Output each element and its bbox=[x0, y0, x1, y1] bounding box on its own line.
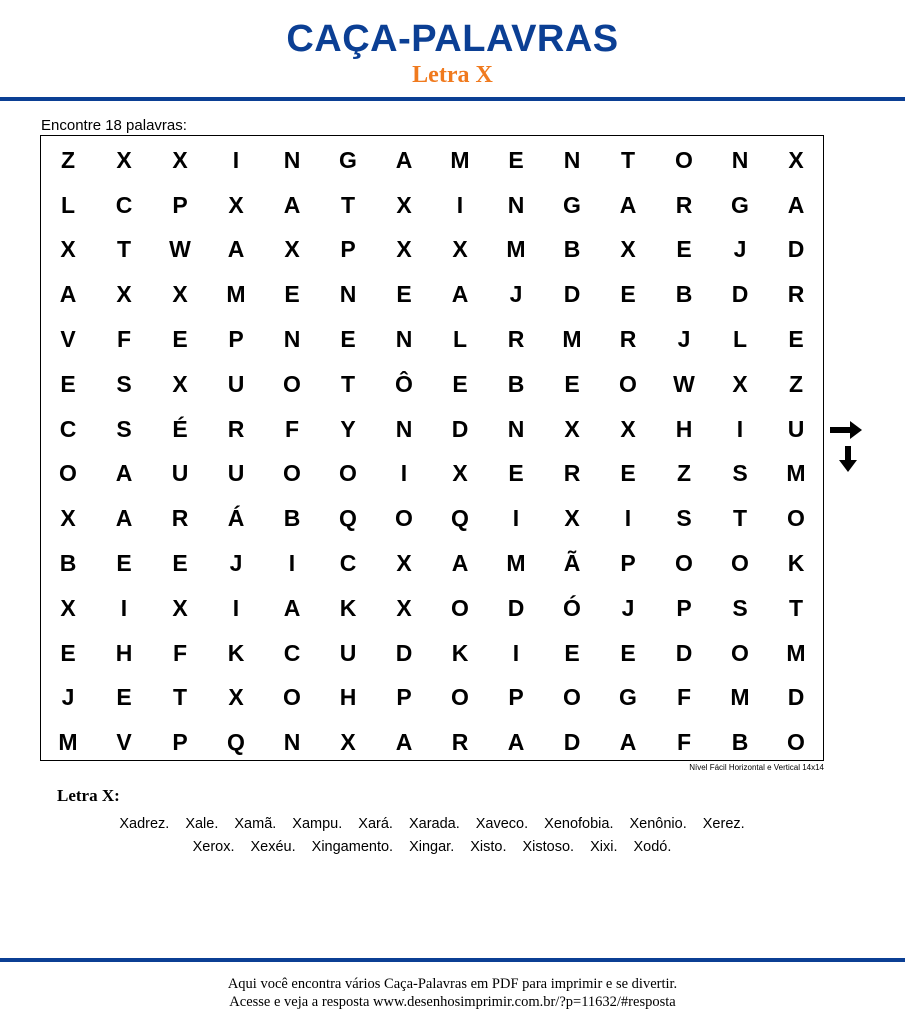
grid-cell: W bbox=[673, 370, 695, 397]
grid-cell: J bbox=[733, 236, 747, 263]
grid-cell: X bbox=[116, 281, 132, 308]
grid-cell: P bbox=[228, 326, 244, 353]
grid-cell: E bbox=[116, 684, 132, 711]
grid-cell: I bbox=[232, 594, 240, 621]
grid-cell: F bbox=[676, 729, 692, 756]
grid-cell: E bbox=[396, 281, 412, 308]
grid-cell: Á bbox=[227, 505, 245, 532]
grid-cell: T bbox=[620, 146, 636, 173]
grid-cell: U bbox=[227, 370, 245, 397]
grid-cell: N bbox=[339, 281, 357, 308]
grid-cell: X bbox=[396, 191, 412, 218]
word-list-item: Xadrez. bbox=[119, 816, 170, 832]
grid-cell: D bbox=[451, 415, 469, 442]
footer-line-2: Acesse e veja a resposta www.desenhosimprimir.com.br/?p=11632/#resposta bbox=[229, 994, 676, 1010]
word-list-item: Xerox. bbox=[192, 839, 235, 855]
grid-cell: É bbox=[172, 415, 188, 442]
grid-cell: T bbox=[340, 191, 356, 218]
grid-cell: I bbox=[120, 594, 128, 621]
grid-cell: G bbox=[563, 191, 581, 218]
grid-cell: F bbox=[676, 684, 692, 711]
grid-cell: X bbox=[620, 415, 636, 442]
grid-cell: O bbox=[395, 505, 413, 532]
grid-cell: Q bbox=[227, 729, 245, 756]
grid-cell: A bbox=[395, 729, 413, 756]
word-list-item: Xerez. bbox=[702, 816, 745, 832]
grid-cell: F bbox=[116, 326, 132, 353]
grid-cell: A bbox=[283, 191, 301, 218]
grid-cell: I bbox=[736, 415, 744, 442]
grid-cell: T bbox=[172, 684, 188, 711]
grid-cell: T bbox=[340, 370, 356, 397]
grid-cell: Z bbox=[788, 370, 804, 397]
grid-cell: U bbox=[227, 460, 245, 487]
grid-cell: J bbox=[677, 326, 691, 353]
grid-cell: X bbox=[396, 550, 412, 577]
word-list-item: Xampu. bbox=[292, 816, 343, 832]
grid-cell: X bbox=[172, 146, 188, 173]
grid-cell: A bbox=[115, 460, 133, 487]
word-list-item: Xistoso. bbox=[522, 839, 575, 855]
grid-cell: O bbox=[59, 460, 77, 487]
grid-cell: X bbox=[172, 370, 188, 397]
grid-cell: D bbox=[563, 729, 581, 756]
grid-cell: A bbox=[451, 281, 469, 308]
grid-cell: I bbox=[456, 191, 464, 218]
grid-cell: J bbox=[621, 594, 635, 621]
grid-cell: P bbox=[396, 684, 412, 711]
grid-cell: U bbox=[787, 415, 805, 442]
grid-cell: S bbox=[116, 370, 132, 397]
grid-cell: X bbox=[732, 370, 748, 397]
grid-cell: R bbox=[619, 326, 637, 353]
grid-cell: B bbox=[563, 236, 581, 263]
grid-cell: M bbox=[58, 729, 78, 756]
grid-cell: A bbox=[507, 729, 525, 756]
grid-cell: B bbox=[59, 550, 77, 577]
grid-cell: R bbox=[171, 505, 189, 532]
grid-cell: A bbox=[227, 236, 245, 263]
word-list-item: Xingar. bbox=[409, 839, 455, 855]
grid-cell: D bbox=[507, 594, 525, 621]
grid-cell: A bbox=[619, 729, 637, 756]
grid-cell: K bbox=[787, 550, 805, 577]
grid-cell: B bbox=[731, 729, 749, 756]
grid-cell: V bbox=[116, 729, 132, 756]
grid-cell: G bbox=[339, 146, 357, 173]
page-subtitle: Letra X bbox=[412, 62, 493, 88]
grid-cell: T bbox=[732, 505, 748, 532]
bottom-divider bbox=[0, 958, 905, 962]
arrow-right-icon bbox=[830, 421, 862, 439]
grid-cell: N bbox=[563, 146, 581, 173]
grid-cell: Q bbox=[451, 505, 469, 532]
grid-cell: S bbox=[732, 460, 748, 487]
grid-cell: I bbox=[400, 460, 408, 487]
grid-cell: K bbox=[339, 594, 357, 621]
grid-cell: O bbox=[675, 146, 693, 173]
grid-cell: Ô bbox=[395, 370, 413, 397]
grid-cell: M bbox=[450, 146, 470, 173]
grid-cell: Q bbox=[339, 505, 357, 532]
grid-cell: X bbox=[228, 191, 244, 218]
grid-cell: P bbox=[340, 236, 356, 263]
grid-cell: X bbox=[172, 594, 188, 621]
grid-cell: O bbox=[675, 550, 693, 577]
grid-cell: L bbox=[452, 326, 468, 353]
grid-cell: N bbox=[507, 191, 525, 218]
grid-cell: G bbox=[731, 191, 749, 218]
grid-cell: J bbox=[61, 684, 75, 711]
grid-cell: E bbox=[620, 281, 636, 308]
grid-cell: A bbox=[59, 281, 77, 308]
grid-cell: A bbox=[787, 191, 805, 218]
word-list-row-1 bbox=[40, 816, 824, 832]
grid-cell: R bbox=[787, 281, 805, 308]
page-title: CAÇA-PALAVRAS bbox=[286, 18, 619, 60]
grid-cell: R bbox=[507, 326, 525, 353]
grid-cell: L bbox=[732, 326, 748, 353]
grid-cell: X bbox=[60, 594, 76, 621]
grid-cell: O bbox=[283, 370, 301, 397]
grid-cell: M bbox=[226, 281, 246, 308]
word-list-item: Xarada. bbox=[408, 816, 460, 832]
grid-cell: E bbox=[116, 550, 132, 577]
grid-cell: P bbox=[172, 191, 188, 218]
grid-cell: H bbox=[115, 639, 133, 666]
grid-cell: E bbox=[620, 639, 636, 666]
grid-cell: X bbox=[116, 146, 132, 173]
grid-cell: M bbox=[786, 460, 806, 487]
word-list-item: Xodó. bbox=[633, 839, 672, 855]
grid-cell: N bbox=[395, 326, 413, 353]
grid-cell: R bbox=[451, 729, 469, 756]
grid-cell: J bbox=[229, 550, 243, 577]
word-list-item: Xaveco. bbox=[475, 816, 529, 832]
grid-cell: P bbox=[676, 594, 692, 621]
grid-cell: X bbox=[172, 281, 188, 308]
grid-cell: M bbox=[730, 684, 750, 711]
word-list-item: Xenofobia. bbox=[544, 816, 614, 832]
grid-cell: O bbox=[563, 684, 581, 711]
grid-cell: T bbox=[788, 594, 804, 621]
grid-cell: D bbox=[675, 639, 693, 666]
grid-cell: A bbox=[115, 505, 133, 532]
grid-cell: M bbox=[786, 639, 806, 666]
grid-cell: P bbox=[620, 550, 636, 577]
grid-cell: N bbox=[283, 146, 301, 173]
grid-cell: E bbox=[60, 639, 76, 666]
grid-cell: I bbox=[512, 505, 520, 532]
grid-cell: F bbox=[284, 415, 300, 442]
grid-cell: O bbox=[451, 594, 469, 621]
grid-cell: O bbox=[731, 550, 749, 577]
grid-cell: A bbox=[619, 191, 637, 218]
grid-cell: M bbox=[506, 236, 526, 263]
grid-cell: N bbox=[395, 415, 413, 442]
word-list-item: Xisto. bbox=[470, 839, 507, 855]
grid-cell: E bbox=[172, 326, 188, 353]
grid-cell: O bbox=[283, 460, 301, 487]
grid-cell: E bbox=[508, 146, 524, 173]
grid-cell: X bbox=[284, 236, 300, 263]
grid-cell: E bbox=[508, 460, 524, 487]
grid-cell: O bbox=[787, 505, 805, 532]
grid-cell: T bbox=[116, 236, 132, 263]
grid-cell: P bbox=[508, 684, 524, 711]
word-list-item: Xixi. bbox=[590, 839, 618, 855]
grid-cell: Z bbox=[60, 146, 76, 173]
grid-cell: Z bbox=[676, 460, 692, 487]
grid-cell: X bbox=[788, 146, 804, 173]
grid-cell: X bbox=[396, 236, 412, 263]
arrow-down-icon bbox=[839, 446, 857, 472]
grid-cell: U bbox=[339, 639, 357, 666]
word-list-row-2 bbox=[40, 839, 824, 855]
grid-cell: D bbox=[787, 236, 805, 263]
grid-cell: I bbox=[288, 550, 296, 577]
grid-cell: H bbox=[675, 415, 693, 442]
grid-cell: X bbox=[452, 460, 468, 487]
grid-cell: H bbox=[339, 684, 357, 711]
grid-cell: D bbox=[395, 639, 413, 666]
word-list-item: Xará. bbox=[358, 816, 393, 832]
grid-cell: R bbox=[227, 415, 245, 442]
grid-cell: M bbox=[506, 550, 526, 577]
grid-cell: R bbox=[563, 460, 581, 487]
grid-cell: C bbox=[283, 639, 301, 666]
grid-cell: O bbox=[731, 639, 749, 666]
grid-cell: O bbox=[787, 729, 805, 756]
grid-cell: A bbox=[395, 146, 413, 173]
grid-cell: E bbox=[284, 281, 300, 308]
grid-cell: X bbox=[564, 505, 580, 532]
grid-cell: C bbox=[59, 415, 77, 442]
grid-cell: L bbox=[60, 191, 76, 218]
grid-cell: I bbox=[232, 146, 240, 173]
grid-cell: E bbox=[340, 326, 356, 353]
grid-cell: E bbox=[564, 370, 580, 397]
grid-cell: O bbox=[283, 684, 301, 711]
grid-cell: N bbox=[283, 729, 301, 756]
grid-cell: O bbox=[339, 460, 357, 487]
grid-cell: Ã bbox=[563, 550, 581, 577]
grid-cell: E bbox=[452, 370, 468, 397]
grid-cell: F bbox=[172, 639, 188, 666]
grid-cell: E bbox=[172, 550, 188, 577]
grid-cell: S bbox=[732, 594, 748, 621]
grid-cell: D bbox=[563, 281, 581, 308]
grid-cell: B bbox=[283, 505, 301, 532]
grid-cell: X bbox=[452, 236, 468, 263]
grid-cell: I bbox=[512, 639, 520, 666]
grid-cell: E bbox=[564, 639, 580, 666]
grid-cell: K bbox=[227, 639, 245, 666]
grid-cell: C bbox=[339, 550, 357, 577]
grid-cell: V bbox=[60, 326, 76, 353]
word-list-item: Xingamento. bbox=[311, 839, 394, 855]
grid-cell: N bbox=[283, 326, 301, 353]
level-note: Nível Fácil Horizontal e Vertical 14x14 bbox=[689, 763, 824, 772]
grid-cell: M bbox=[562, 326, 582, 353]
grid-cell: E bbox=[60, 370, 76, 397]
top-divider bbox=[0, 97, 905, 101]
grid-cell: N bbox=[507, 415, 525, 442]
grid-cell: X bbox=[60, 236, 76, 263]
direction-arrows bbox=[828, 418, 868, 478]
grid-cell: X bbox=[620, 236, 636, 263]
grid-cell: D bbox=[787, 684, 805, 711]
grid-cell: J bbox=[509, 281, 523, 308]
word-list-item: Xexéu. bbox=[250, 839, 296, 855]
grid-cell: W bbox=[169, 236, 191, 263]
grid-cell: A bbox=[283, 594, 301, 621]
grid-cell: S bbox=[676, 505, 692, 532]
grid-cell: B bbox=[675, 281, 693, 308]
word-list-item: Xenônio. bbox=[629, 816, 687, 832]
word-list-label: Letra X: bbox=[57, 786, 120, 805]
grid-cell: R bbox=[675, 191, 693, 218]
grid-cell: E bbox=[788, 326, 804, 353]
grid-cell: X bbox=[564, 415, 580, 442]
grid-cell: D bbox=[731, 281, 749, 308]
grid-cell: Y bbox=[340, 415, 356, 442]
grid-cell: X bbox=[340, 729, 356, 756]
grid-cell: G bbox=[619, 684, 637, 711]
grid-cell: N bbox=[731, 146, 749, 173]
grid-cell: C bbox=[115, 191, 133, 218]
grid-cell: E bbox=[676, 236, 692, 263]
grid-cell: A bbox=[451, 550, 469, 577]
grid-cell: B bbox=[507, 370, 525, 397]
word-search-grid bbox=[40, 138, 824, 765]
grid-cell: K bbox=[451, 639, 469, 666]
grid-cell: S bbox=[116, 415, 132, 442]
grid-cell: X bbox=[396, 594, 412, 621]
grid-cell: X bbox=[228, 684, 244, 711]
footer-line-1: Aqui você encontra vários Caça-Palavras em PDF para imprimir e se divertir. bbox=[227, 976, 678, 992]
word-list-item: Xamã. bbox=[234, 816, 277, 832]
grid-cell: X bbox=[60, 505, 76, 532]
grid-cell: U bbox=[171, 460, 189, 487]
word-list-item: Xale. bbox=[185, 816, 219, 832]
grid-cell: I bbox=[624, 505, 632, 532]
instructions: Encontre 18 palavras: bbox=[41, 117, 187, 134]
grid-cell: Ó bbox=[563, 594, 581, 621]
grid-cell: E bbox=[620, 460, 636, 487]
grid-cell: P bbox=[172, 729, 188, 756]
grid-cell: O bbox=[451, 684, 469, 711]
grid-cell: O bbox=[619, 370, 637, 397]
